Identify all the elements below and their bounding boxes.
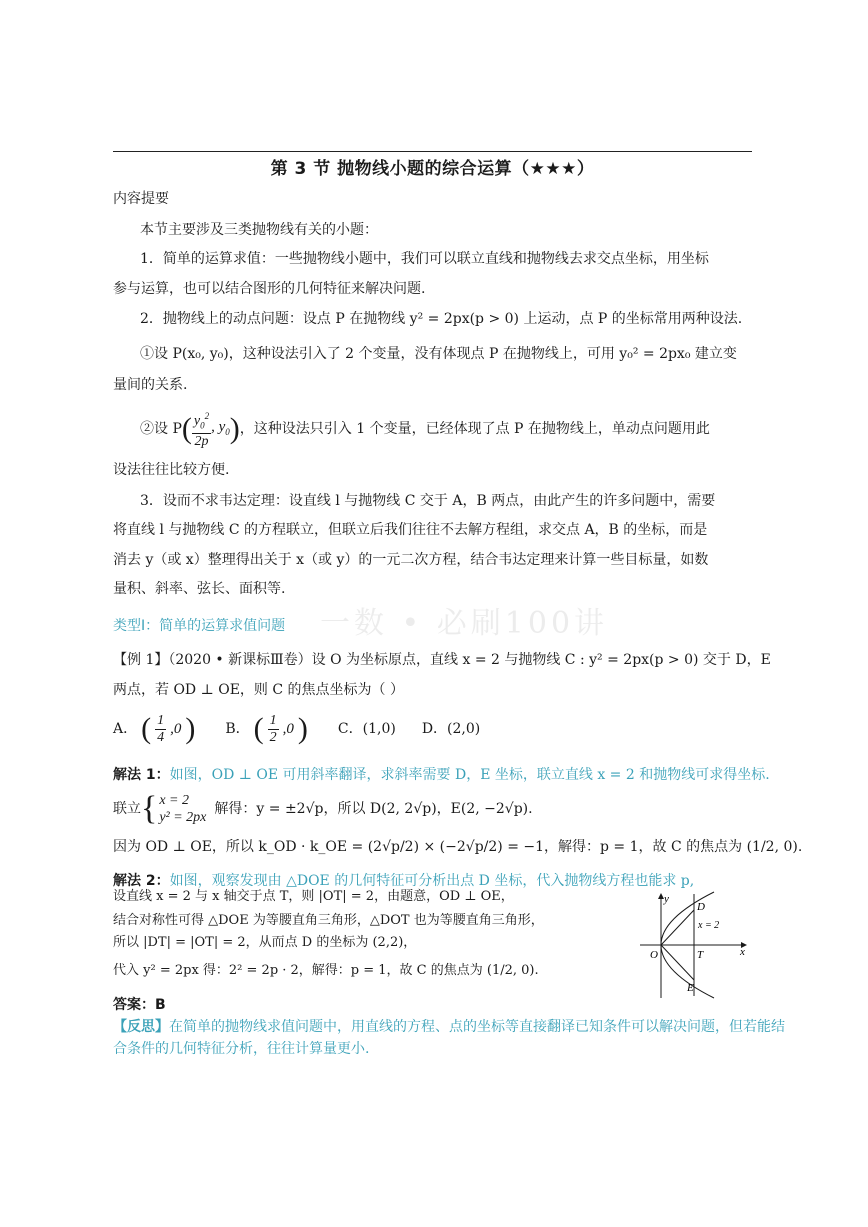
solution2-hint: 如图，观察发现由 △DOE 的几何特征可分析出点 D 坐标，代入抛物线方程也能求 p, [169, 873, 695, 889]
reflection-label: 【反思】 [113, 1019, 169, 1035]
answer: 答案：B [113, 997, 166, 1013]
section-label: 内容提要 [113, 191, 169, 207]
item2-option2-line2: 设法往往比较方便. [113, 462, 230, 478]
solution1-line3: 因为 OD ⊥ OE，所以 k_OD · k_OE = (2√p/2) × (−2√p/2) = −1，解得：p = 1，故 C 的焦点为 (1/2, 0). [113, 839, 803, 855]
solution2-label: 解法 2： [113, 873, 170, 889]
item3-line3: 消去 y（或 x）整理得出关于 x（或 y）的一元二次方程，结合韦达定理来计算一些目标量，如数 [113, 552, 709, 568]
solution2-line4: 所以 |DT| = |OT| = 2，从而点 D 的坐标为 (2,2)， [113, 935, 417, 950]
option-b-label: B． [225, 721, 250, 737]
label-y: y [664, 893, 669, 905]
solution1-label: 解法 1： [113, 767, 170, 783]
label-x: x [740, 946, 745, 958]
solution2-line2: 设直线 x = 2 与 x 轴交于点 T，则 |OT| = 2，由题意，OD ⊥ OE， [113, 889, 514, 904]
item2-option2-suffix: ，这种设法只引入 1 个变量，已经体现了点 P 在抛物线上，单动点问题用此 [239, 421, 710, 438]
label-t: T [697, 949, 704, 961]
options-row: A． ( $\frac{1}{4}$ ,0 ) B． ( $\frac{1}{2}$ ,0 ) C．(1,0) D．(2,0) [113, 710, 480, 748]
reflection-line2: 合条件的几何特征分析，往往计算量更小. [113, 1041, 370, 1057]
item2-line1: 2．抛物线上的动点问题：设点 P 在抛物线 y² = 2px(p > 0) 上运动，点 P 的坐标常用两种设法. [140, 311, 743, 327]
item1-line2: 参与运算，也可以结合图形的几何特征来解决问题. [113, 281, 426, 297]
item2-option1-line1: ①设 P(x₀, y₀)，这种设法引入了 2 个变量，没有体现点 P 在抛物线上，可用 y₀² = 2px₀ 建立变 [140, 346, 737, 362]
item3-line1: 3．设而不求韦达定理：设直线 l 与抛物线 C 交于 A，B 两点，由此产生的许多问题中，需要 [140, 493, 716, 509]
item2-option2-prefix: ②设 P [140, 421, 182, 438]
solution1-line1 [113, 766, 770, 784]
solution1-line2: 联立 { x = 2 y² = 2px 解得：y = ±2√p，所以 D(2, 2√p)，E(2, −2√p). [113, 790, 533, 827]
solution2-line5: 代入 y² = 2px 得：2² = 2p · 2，解得：p = 1，故 C 的焦点为 (1/2, 0). [113, 963, 539, 978]
fraction-y0sq-over-2p: $\frac{y_0^2}{2p}$ [192, 408, 211, 450]
option-a-label: A． [113, 721, 138, 737]
item3-line4: 量积、斜率、弦长、面积等. [113, 581, 286, 597]
item1-line1: 1．简单的运算求值：一些抛物线小题中，我们可以联立直线和抛物线去求交点坐标，用坐标 [140, 251, 709, 267]
label-o: O [650, 949, 658, 961]
intro-text: 本节主要涉及三类抛物线有关的小题： [140, 222, 378, 238]
option-c: C．(1,0) [337, 721, 396, 737]
option-a-fraction: $\frac{1}{4}$ [157, 712, 165, 745]
solution1-system: x = 2 y² = 2px [159, 793, 207, 825]
parabola-figure [630, 890, 750, 1002]
page-title: 第 3 节 抛物线小题的综合运算（★★★） [270, 159, 595, 179]
item3-line2: 将直线 l 与抛物线 C 的方程联立，但联立后我们往往不去解方程组，求交点 A，B 的坐标，而是 [113, 522, 708, 538]
example-line1: 【例 1】（2020 • 新课标Ⅲ卷）设 O 为坐标原点，直线 x = 2 与抛物线 C : y² = 2px(p > 0) 交于 D，E [113, 652, 771, 668]
solution2-line3: 结合对称性可得 △DOE 为等腰直角三角形，△DOT 也为等腰直角三角形， [113, 913, 544, 928]
label-d: D [697, 901, 705, 913]
solution1-hint: 如图，OD ⊥ OE 可用斜率翻译，求斜率需要 D，E 坐标，联立直线 x = 2 和抛物线可求得坐标. [169, 767, 770, 783]
label-e: E [687, 982, 694, 994]
type-heading: 类型Ⅰ：简单的运算求值问题 [113, 618, 286, 634]
header-rule [113, 151, 752, 152]
example-line2: 两点，若 OD ⊥ OE，则 C 的焦点坐标为（ ） [113, 682, 404, 698]
item2-option2-line1: ②设 P ( $\frac{y_0^2}{2p}$ , $y_0$ ) ，这种设法只引入 1 个变量，已经体现了点 P 在抛物线上，单动点问题用此 [140, 408, 710, 450]
option-b-fraction: $\frac{1}{2}$ [269, 712, 277, 745]
reflection-line1: 【反思】在简单的抛物线求值问题中，用直线的方程、点的坐标等直接翻译已知条件可以解决问题，但若能结 [113, 1019, 785, 1035]
item2-option1-line2: 量间的关系. [113, 377, 188, 393]
watermark: 一数 • 必刷100讲 [320, 606, 609, 641]
option-d: D．(2,0) [421, 721, 481, 737]
label-line-x2: x = 2 [698, 920, 720, 931]
